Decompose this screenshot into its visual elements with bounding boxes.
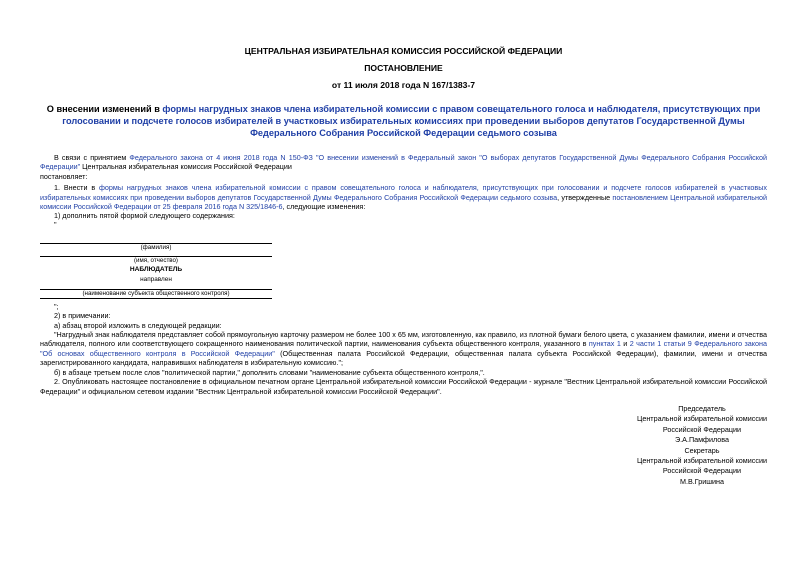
- badge-role: НАБЛЮДАТЕЛЬ: [129, 265, 183, 273]
- quote-open: ": [54, 219, 57, 229]
- public-control-law-link[interactable]: 2 части 1 статьи 9 Федерального закона "Об основах общественного контроля в Российской Федерации": [40, 339, 767, 358]
- doc-type: ПОСТАНОВЛЕНИЕ: [364, 63, 443, 73]
- secretary-title: Секретарь: [684, 445, 720, 455]
- heading-prefix: О внесении изменений в: [46, 104, 163, 114]
- secretary-org-1: Центральной избирательной комиссии: [637, 456, 767, 466]
- chair-org-2: Российской Федерации: [662, 424, 742, 434]
- p1-suffix: Центральная избирательная комиссия Российской Федерации: [80, 162, 292, 172]
- paragraph-item-1: [40, 183, 767, 211]
- paragraph-subitem-2b: б) в абзаце третьем после слов "политической партии," дополнить словами "наименование субъекта общественного контроля,".: [54, 367, 485, 377]
- paragraph-badge-description: [40, 330, 767, 368]
- paragraph-subitem-2a: а) абзац второй изложить в следующей редакции:: [54, 320, 222, 330]
- chair-org-1: Центральной избирательной комиссии: [637, 414, 767, 424]
- paragraph-subitem-1: 1) дополнить пятой формой следующего содержания:: [54, 211, 235, 221]
- badge-sent: направлен: [140, 275, 172, 283]
- signature-block: [637, 404, 767, 487]
- chair-name: Э.А.Памфилова: [675, 435, 729, 445]
- paragraph-preamble: [40, 153, 767, 172]
- p8-part-a: "Нагрудный знак наблюдателя представляет собой прямоугольную карточку размером не более 100 x 65 мм, изготовленную, как правило, из плотной бумаги белого цвета, с указанием фамилии, имени и отчества наблюдателя, полного или соответствующего сокращенного наименования политической партии, наименования субъекта общественного контроля, указанного в: [40, 330, 767, 349]
- doc-heading: [44, 103, 764, 139]
- badge-forms-link[interactable]: формы нагрудных знаков члена избирательной комиссии с правом совещательного голоса и наблюдателя, присутствующих при голосовании и подсчете голосов избирателей в участковых избирательных комиссиях при проведении выборов депутатов Государственной Думы Федерального Собрания Российской Федерации седьмого созыва: [40, 183, 767, 202]
- p3-prefix: 1. Внести в: [54, 183, 99, 193]
- p3-suffix: , следующие изменения:: [282, 202, 366, 212]
- quote-close: ";: [54, 301, 59, 311]
- secretary-org-2: Российской Федерации: [662, 466, 742, 476]
- badge-name-line: (имя, отчество): [40, 256, 272, 265]
- p1-prefix: В связи с принятием: [54, 153, 130, 162]
- chair-title: Председатель: [678, 404, 726, 413]
- org-title: ЦЕНТРАЛЬНАЯ ИЗБИРАТЕЛЬНАЯ КОМИССИЯ РОССИЙСКОЙ ФЕДЕРАЦИИ: [244, 46, 563, 56]
- doc-date-number: от 11 июля 2018 года N 167/1383-7: [331, 80, 476, 90]
- resolution-325-link[interactable]: постановлением Центральной избирательной комиссии Российской Федерации от 25 февраля 2016 года N 325/1846-6: [40, 192, 767, 212]
- points-1-link[interactable]: пунктах 1: [588, 339, 621, 349]
- heading-forms-link[interactable]: формы нагрудных знаков члена избирательной комиссии с правом совещательного голоса и наблюдателя, присутствующих при голосовании и подсчете голосов избирателей в участковых избирательных комиссиях при проведении выборов депутатов Государственной Думы Федерального Собрания Российской Федерации седьмого созыва: [62, 104, 761, 138]
- federal-law-150-link[interactable]: Федерального закона от 4 июня 2018 года N 150-ФЗ "О внесении изменений в Федеральный закон "О выборах депутатов Государственной Думы Федерального Собрания Российской Федерации": [40, 153, 767, 172]
- badge-subject-line: (наименование субъекта общественного контроля): [40, 289, 272, 298]
- observer-badge-form: [40, 237, 272, 299]
- badge-surname-line: (фамилия): [40, 243, 272, 252]
- p8-and: и: [620, 339, 630, 349]
- p8-part-b: (Общественная палата Российской Федерации, общественная палата субъекта Российской Федерации), фамилии, имени и отчества зарегистрированного кандидата, направивших наблюдателя в избирательную комиссию.";: [40, 348, 767, 368]
- doc-body: [40, 153, 767, 396]
- p3-mid: , утвержденные: [557, 192, 613, 202]
- secretary-name: М.В.Гришина: [679, 476, 725, 486]
- paragraph-item-2: 2. Опубликовать настоящее постановление в официальном печатном органе Центральной избирательной комиссии Российской Федерации - журнале "Вестник Центральной избирательной комиссии Российской Федерации" и официальном сетевом издании "Вестник Центральной избирательной комиссии Российской Федерации".: [40, 377, 767, 396]
- paragraph-subitem-2: 2) в примечании:: [54, 311, 111, 321]
- paragraph-resolves: постановляет:: [40, 171, 88, 181]
